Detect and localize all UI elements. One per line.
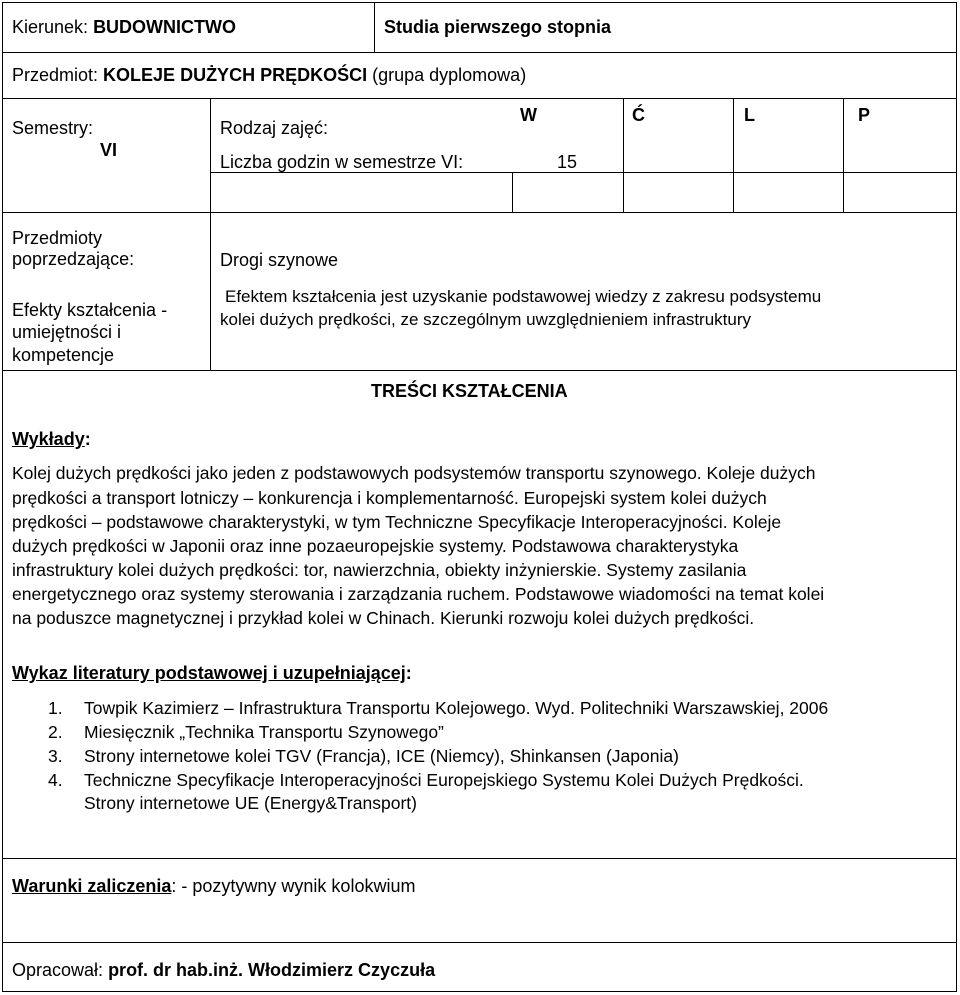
row-divider [2,858,957,859]
przedmiot-name: KOLEJE DUŻYCH PRĘDKOŚCI [103,65,368,85]
list-number: 4. [48,770,63,790]
literatura-colon: : [405,663,412,683]
column-divider [623,98,624,212]
poprzedzajace-value: Drogi szynowe [220,250,339,270]
list-text: Techniczne Specyfikacje Interoperacyjności Europejskiego Systemu Kolei Dużych Prędkości. [84,770,804,790]
column-p: P [858,105,871,125]
column-divider [733,98,734,212]
opracowal-label: Opracował: [12,960,104,980]
efekty-line-2: kolei dużych prędkości, ze szczególnym uwzględnieniem infrastruktury [220,310,752,329]
row-divider [2,52,957,53]
przedmiot-field [12,65,526,86]
column-divider [374,2,375,52]
row-divider [2,98,957,99]
list-text: Miesięcznik „Technika Transportu Szynowego” [84,722,444,742]
przedmiot-label: Przedmiot: [12,65,99,85]
przedmiot-group: (grupa dyplomowa) [372,65,527,85]
wyklady-line: dużych prędkości w Japonii oraz inne pozaeuropejskie systemy. Podstawowa charakterystyka [12,536,739,556]
poprzedzajace-label-1: Przedmioty [12,228,103,248]
opracowal-field [12,960,435,981]
efekty-label-3: kompetencje [12,345,115,365]
wyklady-line: prędkości – podstawowe charakterystyki, w tym Techniczne Specyfikacje Interoperacyjności. Koleje [12,512,782,532]
wyklady-label: Wykłady [12,429,85,449]
poprzedzajace-label-2: poprzedzające: [12,249,135,269]
column-c: Ć [632,105,645,125]
semestry-value: VI [100,140,118,160]
list-number: 2. [48,722,63,742]
list-number: 1. [48,698,63,718]
study-level: Studia pierwszego stopnia [384,17,612,37]
column-w: W [520,105,537,125]
wyklady-line: infrastruktury kolei dużych prędkości: tor, nawierzchnia, obiekty inżynierskie. Systemy zasilania [12,560,747,580]
wyklady-line: Kolej dużych prędkości jako jeden z podstawowych podsystemów transportu szynowego. Koleje dużych [12,463,816,483]
literatura-heading [12,663,412,684]
row-divider [2,212,957,213]
hours-w: 15 [557,152,578,172]
list-text: Towpik Kazimierz – Infrastruktura Transportu Kolejowego. Wyd. Politechniki Warszawskiej, 2006 [84,698,829,718]
tresci-heading: TREŚCI KSZTAŁCENIA [371,381,568,401]
list-text: Strony internetowe kolei TGV (Francja), ICE (Niemcy), Shinkansen (Japonia) [84,746,679,766]
efekty-label-1: Efekty kształcenia - [12,300,168,320]
wyklady-line: na poduszce magnetycznej i przykład kolei w Chinach. Kierunki rozwoju kolei dużych prędkości. [12,608,755,628]
list-number: 3. [48,746,63,766]
warunki-field [12,876,415,897]
warunki-value: : - pozytywny wynik kolokwium [171,876,416,896]
efekty-line-1: Efektem kształcenia jest uzyskanie podstawowej wiedzy z zakresu podsystemu [225,287,822,306]
row-divider [2,370,957,371]
opracowal-value: prof. dr hab.inż. Włodzimierz Czyczuła [108,960,436,980]
wyklady-line: energetycznego oraz systemy sterowania i zarządzania ruchem. Podstawowe wiadomości na temat kolei [12,584,825,604]
efekty-label-2: umiejętności i [12,322,122,342]
row-divider [2,942,957,943]
kierunek-field [12,17,236,38]
literatura-label: Wykaz literatury podstawowej i uzupełniającej [12,663,406,683]
liczba-godzin-label: Liczba godzin w semestrze VI: [220,152,464,172]
column-divider [210,98,211,370]
kierunek-label: Kierunek: [12,17,89,37]
rodzaj-zajec-label: Rodzaj zajęć: [220,118,329,138]
column-l: L [744,105,755,125]
kierunek-value: BUDOWNICTWO [93,17,237,37]
wyklady-heading [12,429,91,450]
column-divider [843,98,844,212]
wyklady-line: prędkości a transport lotniczy – konkurencja i komplementarność. Europejski system kolei dużych [12,488,767,508]
warunki-label: Warunki zaliczenia [12,876,172,896]
list-item-continuation: Strony internetowe UE (Energy&Transport) [84,793,417,813]
wyklady-colon: : [84,429,91,449]
semestry-label: Semestry: [12,118,94,138]
column-divider [512,172,513,212]
